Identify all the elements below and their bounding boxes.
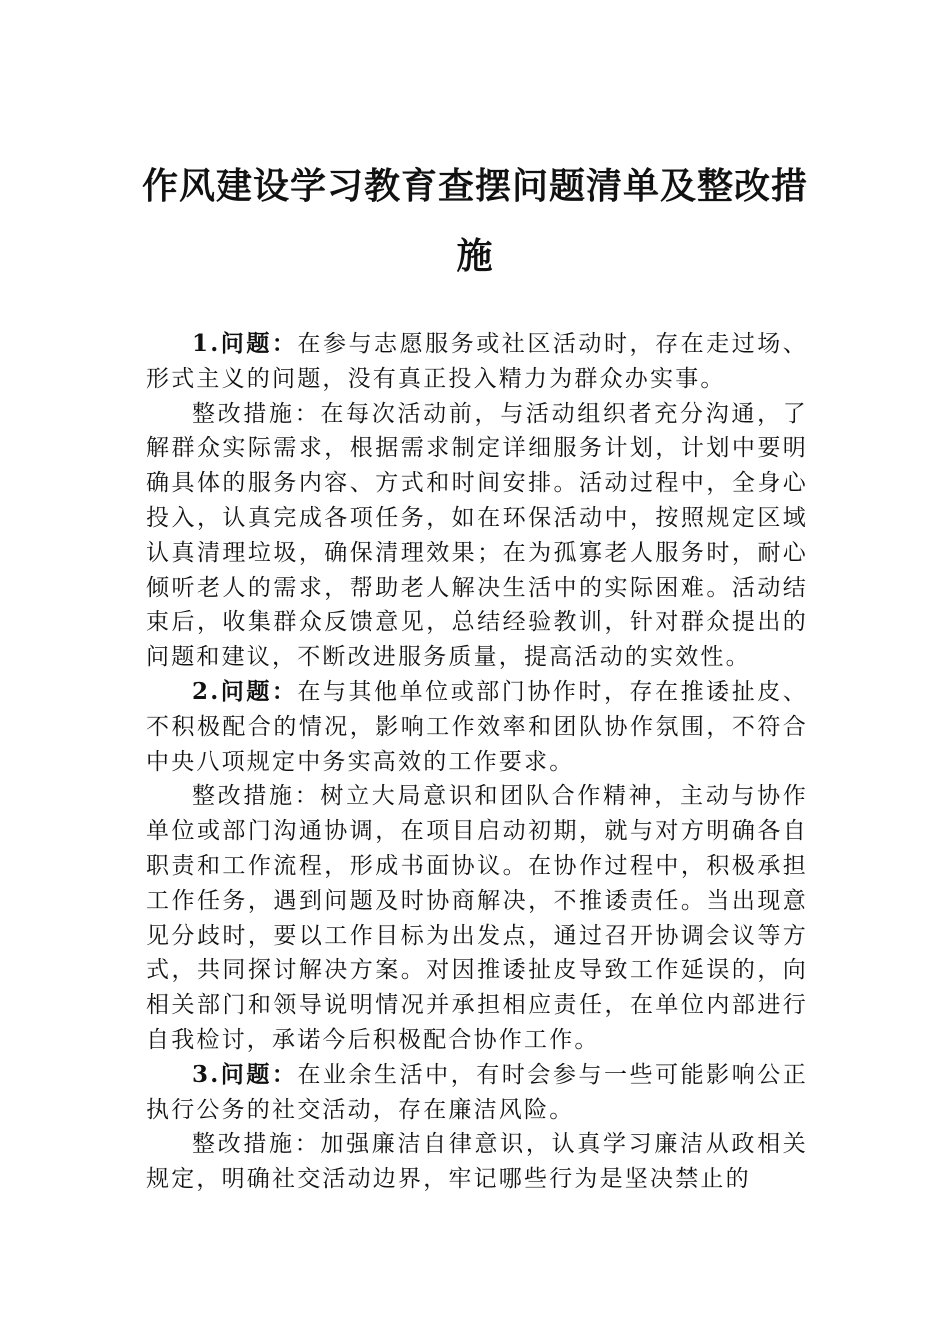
measure-paragraph-3: 整改措施：加强廉洁自律意识，认真学习廉洁从政相关规定，明确社交活动边界，牢记哪些行为是坚决禁止的 [146,1131,808,1193]
problem-number-1: 1. [192,330,221,357]
measure-paragraph-1: 整改措施：在每次活动前，与活动组织者充分沟通，了解群众实际需求，根据需求制定详细服务计划，计划中要明确具体的服务内容、方式和时间安排。活动过程中，全身心投入，认真完成各项任务，如在环保活动中，按照规定区域认真清理垃圾，确保清理效果；在为孤寡老人服务时，耐心倾听老人的需求，帮助老人解决生活中的实际困难。活动结束后，收集群众反馈意见，总结经验教训，针对群众提出的问题和建议，不断改进服务质量，提高活动的实效性。 [146,400,808,671]
document-title-line-1: 作风建设学习教育查摆问题清单及整改措 [141,165,808,207]
problem-paragraph-3 [146,1058,808,1128]
document-body [146,327,808,1197]
problem-number-2: 2. [192,677,221,705]
problem-label-3: 问题： [220,1060,298,1088]
measure-paragraph-2: 整改措施：树立大局意识和团队合作精神，主动与协作单位或部门沟通协调，在项目启动初期，就与对方明确各自职责和工作流程，形成书面协议。在协作过程中，积极承担工作任务，遇到问题及时协商解决，不推诿责任。当出现意见分歧时，要以工作目标为出发点，通过召开协调会议等方式，共同探讨解决方案。对因推诿扯皮导致工作延误的，向相关部门和领导说明情况并承担相应责任，在单位内部进行自我检讨，承诺今后积极配合协作工作。 [146,783,808,1053]
document-title-line-2: 施 [456,235,494,277]
problem-text-3: 在业余生活中，有时会参与一些可能影响公正执行公务的社交活动，存在廉洁风险。 [146,1061,809,1123]
problem-paragraph-1 [146,327,808,397]
problem-label-2: 问题： [220,677,298,705]
problem-paragraph-2 [146,675,808,779]
problem-number-3: 3. [192,1060,221,1088]
problem-text-1: 在参与志愿服务或社区活动时，存在走过场、形式主义的问题，没有真正投入精力为群众办实事。 [146,331,809,392]
problem-text-2: 在与其他单位或部门协作时，存在推诿扯皮、不积极配合的情况，影响工作效率和团队协作氛围，不符合中央八项规定中务实高效的工作要求。 [146,678,809,775]
problem-label-1: 问题： [220,330,298,357]
